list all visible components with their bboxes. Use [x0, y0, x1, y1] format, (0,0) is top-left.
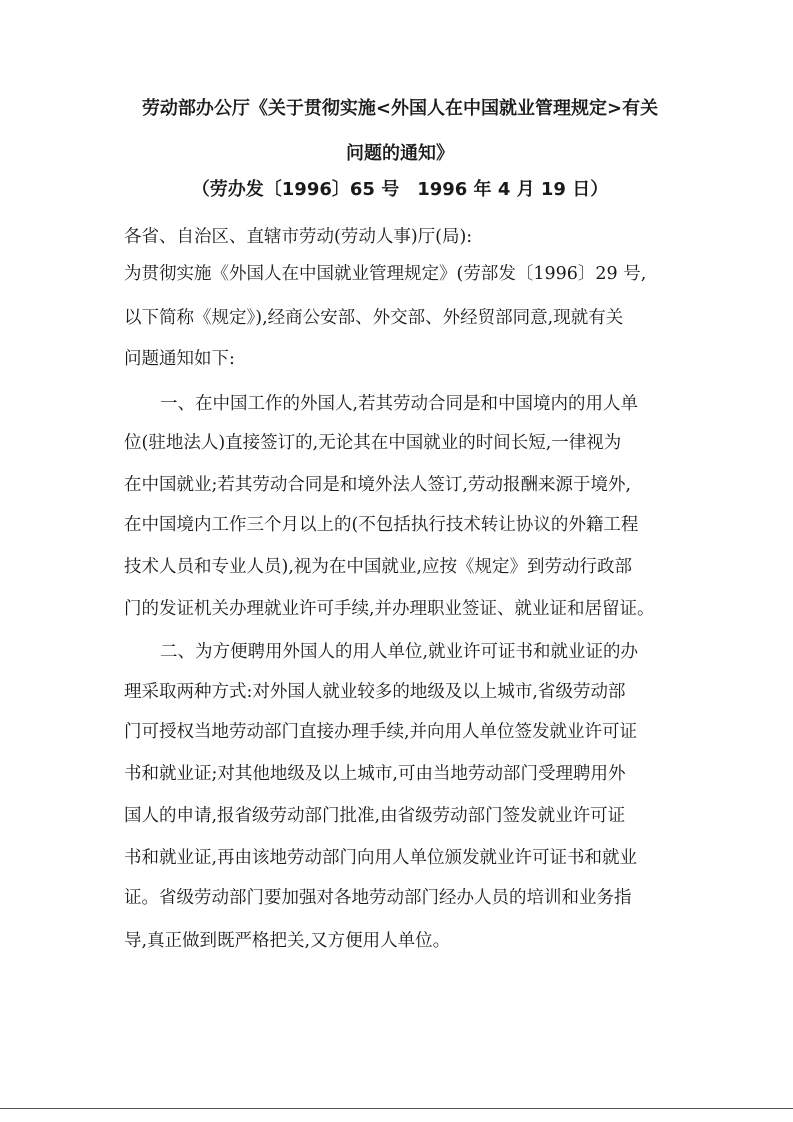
- section-2-line: 理采取两种方式:对外国人就业较多的地级及以上城市,省级劳动部: [124, 682, 626, 702]
- section-2-line: 门可授权当地劳动部门直接办理手续,并向用人单位签发就业许可证: [124, 722, 638, 742]
- section-1-line: 技术人员和专业人员),视为在中国就业,应按《规定》到劳动行政部: [124, 557, 632, 577]
- section-1-line: 在中国就业;若其劳动合同是和境外法人签订,劳动报酬来源于境外,: [124, 475, 632, 495]
- document-title-line-2: 问题的通知》: [346, 143, 454, 164]
- section-1-line: 位(驻地法人)直接签订的,无论其在中国就业的时间长短,一律视为: [124, 433, 622, 453]
- document-reference-line: （劳办发〔1996〕65 号 1996 年 4 月 19 日）: [191, 179, 609, 200]
- section-2-line: 二、为方便聘用外国人的用人单位,就业许可证书和就业证的办: [160, 642, 639, 662]
- page-bottom-rule: [0, 1108, 793, 1109]
- intro-line: 以下简称《规定》),经商公安部、外交部、外经贸部同意,现就有关: [124, 308, 624, 328]
- section-1-line: 在中国境内工作三个月以上的(不包括执行技术转让协议的外籍工程: [124, 515, 639, 535]
- section-1-line: 一、在中国工作的外国人,若其劳动合同是和中国境内的用人单: [160, 394, 639, 414]
- section-2-line: 书和就业证;对其他地级及以上城市,可由当地劳动部门受理聘用外: [124, 764, 626, 784]
- intro-line: 问题通知如下:: [124, 349, 235, 369]
- section-2-line: 证。省级劳动部门要加强对各地劳动部门经办人员的培训和业务指: [124, 888, 632, 908]
- section-1-line: 门的发证机关办理就业许可手续,并办理职业签证、就业证和居留证。: [124, 599, 655, 619]
- document-title-line-1: 劳动部办公厅《关于贯彻实施<外国人在中国就业管理规定>有关: [141, 98, 659, 119]
- salutation: 各省、自治区、直辖市劳动(劳动人事)厅(局):: [124, 227, 473, 247]
- intro-line: 为贯彻实施《外国人在中国就业管理规定》(劳部发〔1996〕29 号,: [124, 264, 647, 284]
- section-2-line: 国人的申请,报省级劳动部门批准,由省级劳动部门签发就业许可证: [124, 806, 626, 826]
- section-2-line: 书和就业证,再由该地劳动部门向用人单位颁发就业许可证书和就业: [124, 848, 638, 868]
- section-2-line: 导,真正做到既严格把关,又方便用人单位。: [124, 931, 451, 951]
